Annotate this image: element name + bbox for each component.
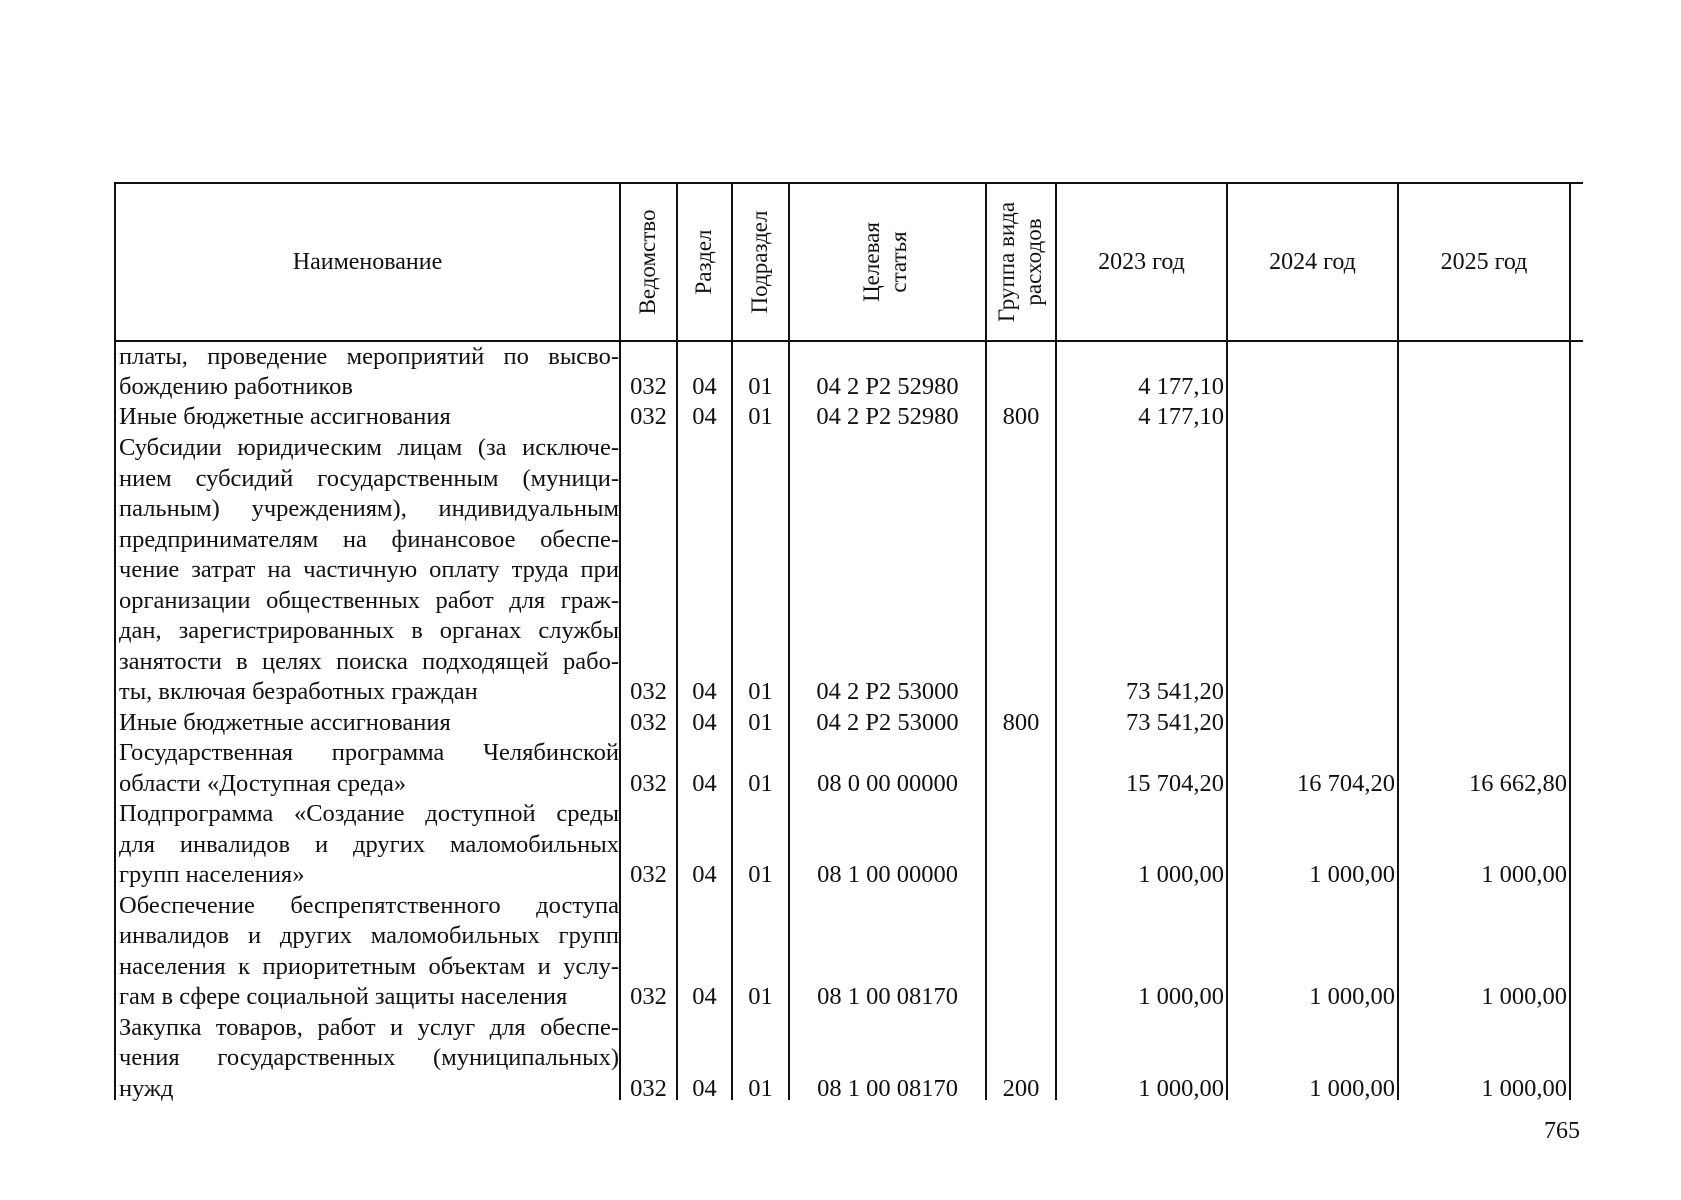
row-razd: 04 (692, 983, 717, 1010)
row-name-line: области «Доступная среда» (119, 770, 407, 797)
row-razd: 04 (692, 1075, 717, 1102)
row-name-line: Иные бюджетные ассигнования (119, 709, 451, 736)
row-podr: 01 (748, 403, 773, 430)
row-2025: 1 000,00 (1481, 861, 1567, 888)
row-2025: 16 662,80 (1469, 770, 1567, 797)
row-ved: 032 (630, 403, 667, 430)
row-name-line: Субсидии юридическим лицам (за исключе- (119, 434, 619, 461)
row-2023: 1 000,00 (1138, 1075, 1224, 1102)
row-ved: 032 (630, 983, 667, 1010)
row-podr: 01 (748, 770, 773, 797)
row-razd: 04 (692, 861, 717, 888)
row-podr: 01 (748, 1075, 773, 1102)
row-cs: 04 2 Р2 53000 (816, 678, 959, 705)
col-border-ved (619, 182, 621, 1100)
row-podr: 01 (748, 709, 773, 736)
col-border-podr (731, 182, 733, 1100)
row-name-line: инвалидов и других маломобильных групп (119, 922, 619, 949)
row-name-line: пальным) учреждениям), индивидуальным (119, 495, 619, 522)
row-name-line: Государственная программа Челябинской (119, 739, 619, 766)
header-gruppa-line2: расходов (1021, 218, 1046, 306)
header-gruppa-line1: Группа вида (994, 201, 1019, 323)
row-cs: 08 0 00 00000 (817, 770, 958, 797)
row-razd: 04 (692, 678, 717, 705)
row-2025: 1 000,00 (1481, 983, 1567, 1010)
row-cs: 04 2 Р2 52980 (816, 403, 959, 430)
row-2023: 1 000,00 (1138, 983, 1224, 1010)
row-name-line: Подпрограмма «Создание доступной среды (119, 800, 619, 827)
row-podr: 01 (748, 983, 773, 1010)
row-vr: 800 (1002, 709, 1040, 736)
row-name-line: групп населения» (119, 861, 305, 888)
row-name-line: чение затрат на частичную оплату труда при (119, 556, 619, 583)
row-2023: 73 541,20 (1126, 678, 1224, 705)
col-border-razd (676, 182, 678, 1100)
row-podr: 01 (748, 678, 773, 705)
page-number: 765 (1544, 1118, 1580, 1144)
header-vedomstvo: Ведомство (635, 209, 660, 315)
header-name: Наименование (292, 248, 443, 275)
row-2023: 1 000,00 (1138, 861, 1224, 888)
row-podr: 01 (748, 373, 773, 400)
row-ved: 032 (630, 373, 667, 400)
col-border-vr (985, 182, 987, 1100)
col-border-right (1569, 182, 1571, 1100)
row-name-line: нужд (119, 1075, 174, 1102)
row-2023: 4 177,10 (1138, 373, 1224, 400)
row-2025: 1 000,00 (1481, 1075, 1567, 1102)
row-cs: 04 2 Р2 53000 (816, 709, 959, 736)
row-2023: 15 704,20 (1126, 770, 1224, 797)
row-name-line: дан, зарегистрированных в органах службы (119, 617, 619, 644)
row-name-line: Закупка товаров, работ и услуг для обеспе- (119, 1014, 619, 1041)
row-2023: 73 541,20 (1126, 709, 1224, 736)
row-vr: 200 (1002, 1075, 1040, 1102)
row-name-line: населения к приоритетным объектам и услу- (119, 953, 619, 980)
header-2025: 2025 год (1440, 248, 1528, 275)
row-name-line: предпринимателям на финансовое обеспе- (119, 526, 619, 553)
row-name-line: Обеспечение беспрепятственного доступа (119, 892, 619, 919)
row-cs: 08 1 00 00000 (817, 861, 958, 888)
header-podrazdel: Подраздел (747, 210, 772, 314)
row-razd: 04 (692, 770, 717, 797)
row-name-line: занятости в целях поиска подходящей рабо- (119, 648, 619, 675)
row-name-line: бождению работников (119, 373, 353, 400)
row-name-line: организации общественных работ для граж- (119, 587, 619, 614)
row-ved: 032 (630, 861, 667, 888)
row-cs: 04 2 Р2 52980 (816, 373, 959, 400)
col-border-cs (788, 182, 790, 1100)
row-razd: 04 (692, 709, 717, 736)
row-name-line: чения государственных (муниципальных) (119, 1044, 619, 1071)
row-2024: 1 000,00 (1309, 1075, 1395, 1102)
row-razd: 04 (692, 403, 717, 430)
header-2023: 2023 год (1098, 248, 1185, 275)
row-name-line: гам в сфере социальной защиты населения (119, 983, 568, 1010)
row-cs: 08 1 00 08170 (817, 1075, 958, 1102)
row-2024: 1 000,00 (1309, 861, 1395, 888)
row-ved: 032 (630, 770, 667, 797)
row-2023: 4 177,10 (1138, 403, 1224, 430)
row-ved: 032 (630, 1075, 667, 1102)
header-celevaya-line1: Целевая (859, 222, 884, 302)
header-razdel: Раздел (691, 229, 716, 295)
row-razd: 04 (692, 373, 717, 400)
row-cs: 08 1 00 08170 (817, 983, 958, 1010)
row-name-line: для инвалидов и других маломобильных (119, 831, 619, 858)
header-celevaya-line2: статья (886, 231, 911, 293)
row-name-line: ты, включая безработных граждан (119, 678, 478, 705)
row-name-line: Иные бюджетные ассигнования (119, 403, 451, 430)
row-ved: 032 (630, 678, 667, 705)
row-podr: 01 (748, 861, 773, 888)
row-ved: 032 (630, 709, 667, 736)
row-name-line: нием субсидий государственным (муници- (119, 465, 619, 492)
row-name-line: платы, проведение мероприятий по высво- (119, 343, 619, 370)
header-2024: 2024 год (1269, 248, 1356, 275)
row-2024: 16 704,20 (1297, 770, 1395, 797)
row-vr: 800 (1002, 403, 1040, 430)
row-2024: 1 000,00 (1309, 983, 1395, 1010)
